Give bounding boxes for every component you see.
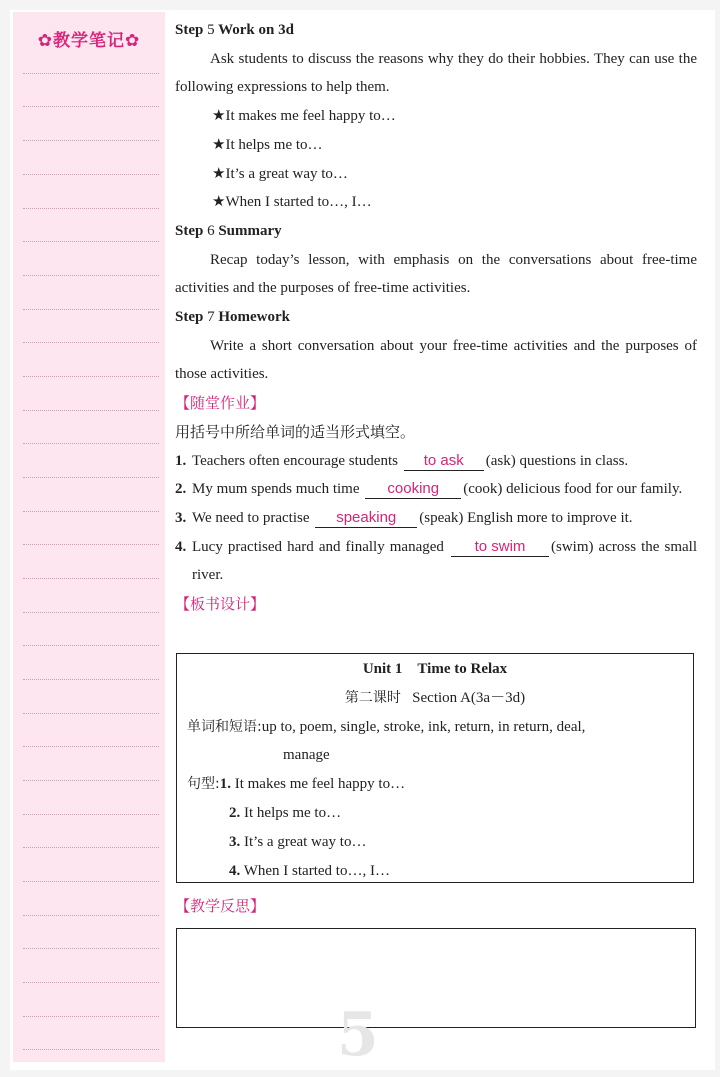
note-line [23,948,159,949]
board-unit-title: Unit 1 Time to Relax [362,661,508,677]
note-line [23,645,159,646]
note-line [23,342,159,343]
expression-item: ★It helps me to… [212,136,323,153]
note-line [23,1016,159,1017]
note-line [23,915,159,916]
question-text: We need to practise [192,509,310,526]
words-label: 单词和短语: [187,718,262,735]
words-list-wrap: manage [283,747,330,764]
teaching-notes-sidebar [13,12,165,1062]
note-line [23,746,159,747]
note-line [23,309,159,310]
answer-blank: cooking [365,480,461,499]
question-text: (speak) English more to improve it. [419,509,633,526]
note-line [23,275,159,276]
step-title: Work on 3d [218,22,294,38]
step6-heading [175,217,697,246]
lesson-period: 第二课时 [344,689,401,706]
note-line [23,208,159,209]
note-line [23,612,159,613]
note-line [23,174,159,175]
sentence-number: 3. [229,833,241,850]
board-sentence [177,828,693,857]
note-line [23,578,159,579]
note-line [23,511,159,512]
step-number: 6 [207,222,215,239]
note-line [23,410,159,411]
answer-blank: to swim [451,538,549,557]
board-sentence [177,770,693,799]
step5-paragraph: Ask students to discuss the reasons why they do their hobbies. They can use the following expressions to help them. [175,50,697,96]
note-line [23,73,159,74]
sentence-number: 1. [219,776,231,793]
note-line [23,982,159,983]
note-line [23,106,159,107]
reflection-box [176,928,696,1028]
step-label: Step [175,222,204,239]
note-line [23,881,159,882]
words-list: up to, poem, single, stroke, ink, return, in return, deal, [261,718,586,735]
reflection-label: 【教学反思】 [175,897,266,915]
lesson-content [175,16,697,619]
exercise-label: 【随堂作业】 [175,394,266,413]
answer-blank: to ask [404,452,484,471]
note-line [23,713,159,714]
lesson-section: Section A(3a－3d) [412,689,526,706]
step-label: Step [175,22,204,38]
note-line [23,477,159,478]
expression-item: ★It’s a great way to… [212,165,348,182]
note-line [23,544,159,545]
sentence-text: It’s a great way to… [244,833,367,850]
question-number: 3. [175,509,187,526]
step-number: 7 [207,309,215,326]
note-line [23,1049,159,1050]
note-line [23,780,159,781]
step-title: Summary [218,222,282,239]
step5-heading [175,16,697,45]
sidebar-title: ✿教学笔记✿ [37,31,141,51]
step7-heading [175,303,697,332]
note-line [23,140,159,141]
step-label: Step [175,309,204,326]
sentences-label: 句型: [187,776,220,793]
exercise-instruction: 用括号中所给单词的适当形式填空。 [175,422,416,441]
sentence-text: It helps me to… [244,804,342,821]
question-number: 2. [175,481,187,498]
sentence-text: It makes me feel happy to… [234,776,406,793]
expression-item: ★When I started to…, I… [212,194,372,211]
note-line [23,847,159,848]
board-design-box [176,653,694,883]
question-text: Teachers often encourage students [192,452,398,469]
note-line [23,443,159,444]
question-text: (cook) delicious food for our family. [463,481,683,498]
question-number: 4. [175,538,187,555]
note-line [23,814,159,815]
expression-item: ★It makes me feel happy to… [212,108,396,125]
question-text: Lucy practised hard and finally managed [192,538,444,555]
sentence-text: When I started to…, I… [243,862,390,879]
exercise-question [175,504,697,533]
question-text: (ask) questions in class. [485,452,629,469]
board-lesson [177,684,693,713]
exercise-question [175,475,697,504]
question-text: (swim) across the small river. [192,538,697,584]
board-label: 【板书设计】 [175,595,266,614]
step7-paragraph: Write a short conversation about your free-time activities and the purposes of those activities. [175,337,697,383]
board-words-wrap [177,741,693,770]
sentence-number: 2. [229,804,241,821]
question-text: My mum spends much time [192,481,360,498]
note-line [23,376,159,377]
board-sentence [177,799,693,828]
note-line [23,241,159,242]
step-title: Homework [218,309,290,326]
note-line [23,679,159,680]
step-number: 5 [207,22,215,38]
exercise-question [175,447,697,476]
answer-blank: speaking [315,509,417,528]
sentence-number: 4. [229,862,241,879]
question-number: 1. [175,452,187,469]
board-sentence [177,857,693,886]
step6-paragraph: Recap today’s lesson, with emphasis on the conversations about free-time activities and the purposes of free-time activities. [175,251,697,297]
page-number: 5 [337,1000,379,1070]
board-words [177,713,693,742]
exercise-question [175,533,697,590]
